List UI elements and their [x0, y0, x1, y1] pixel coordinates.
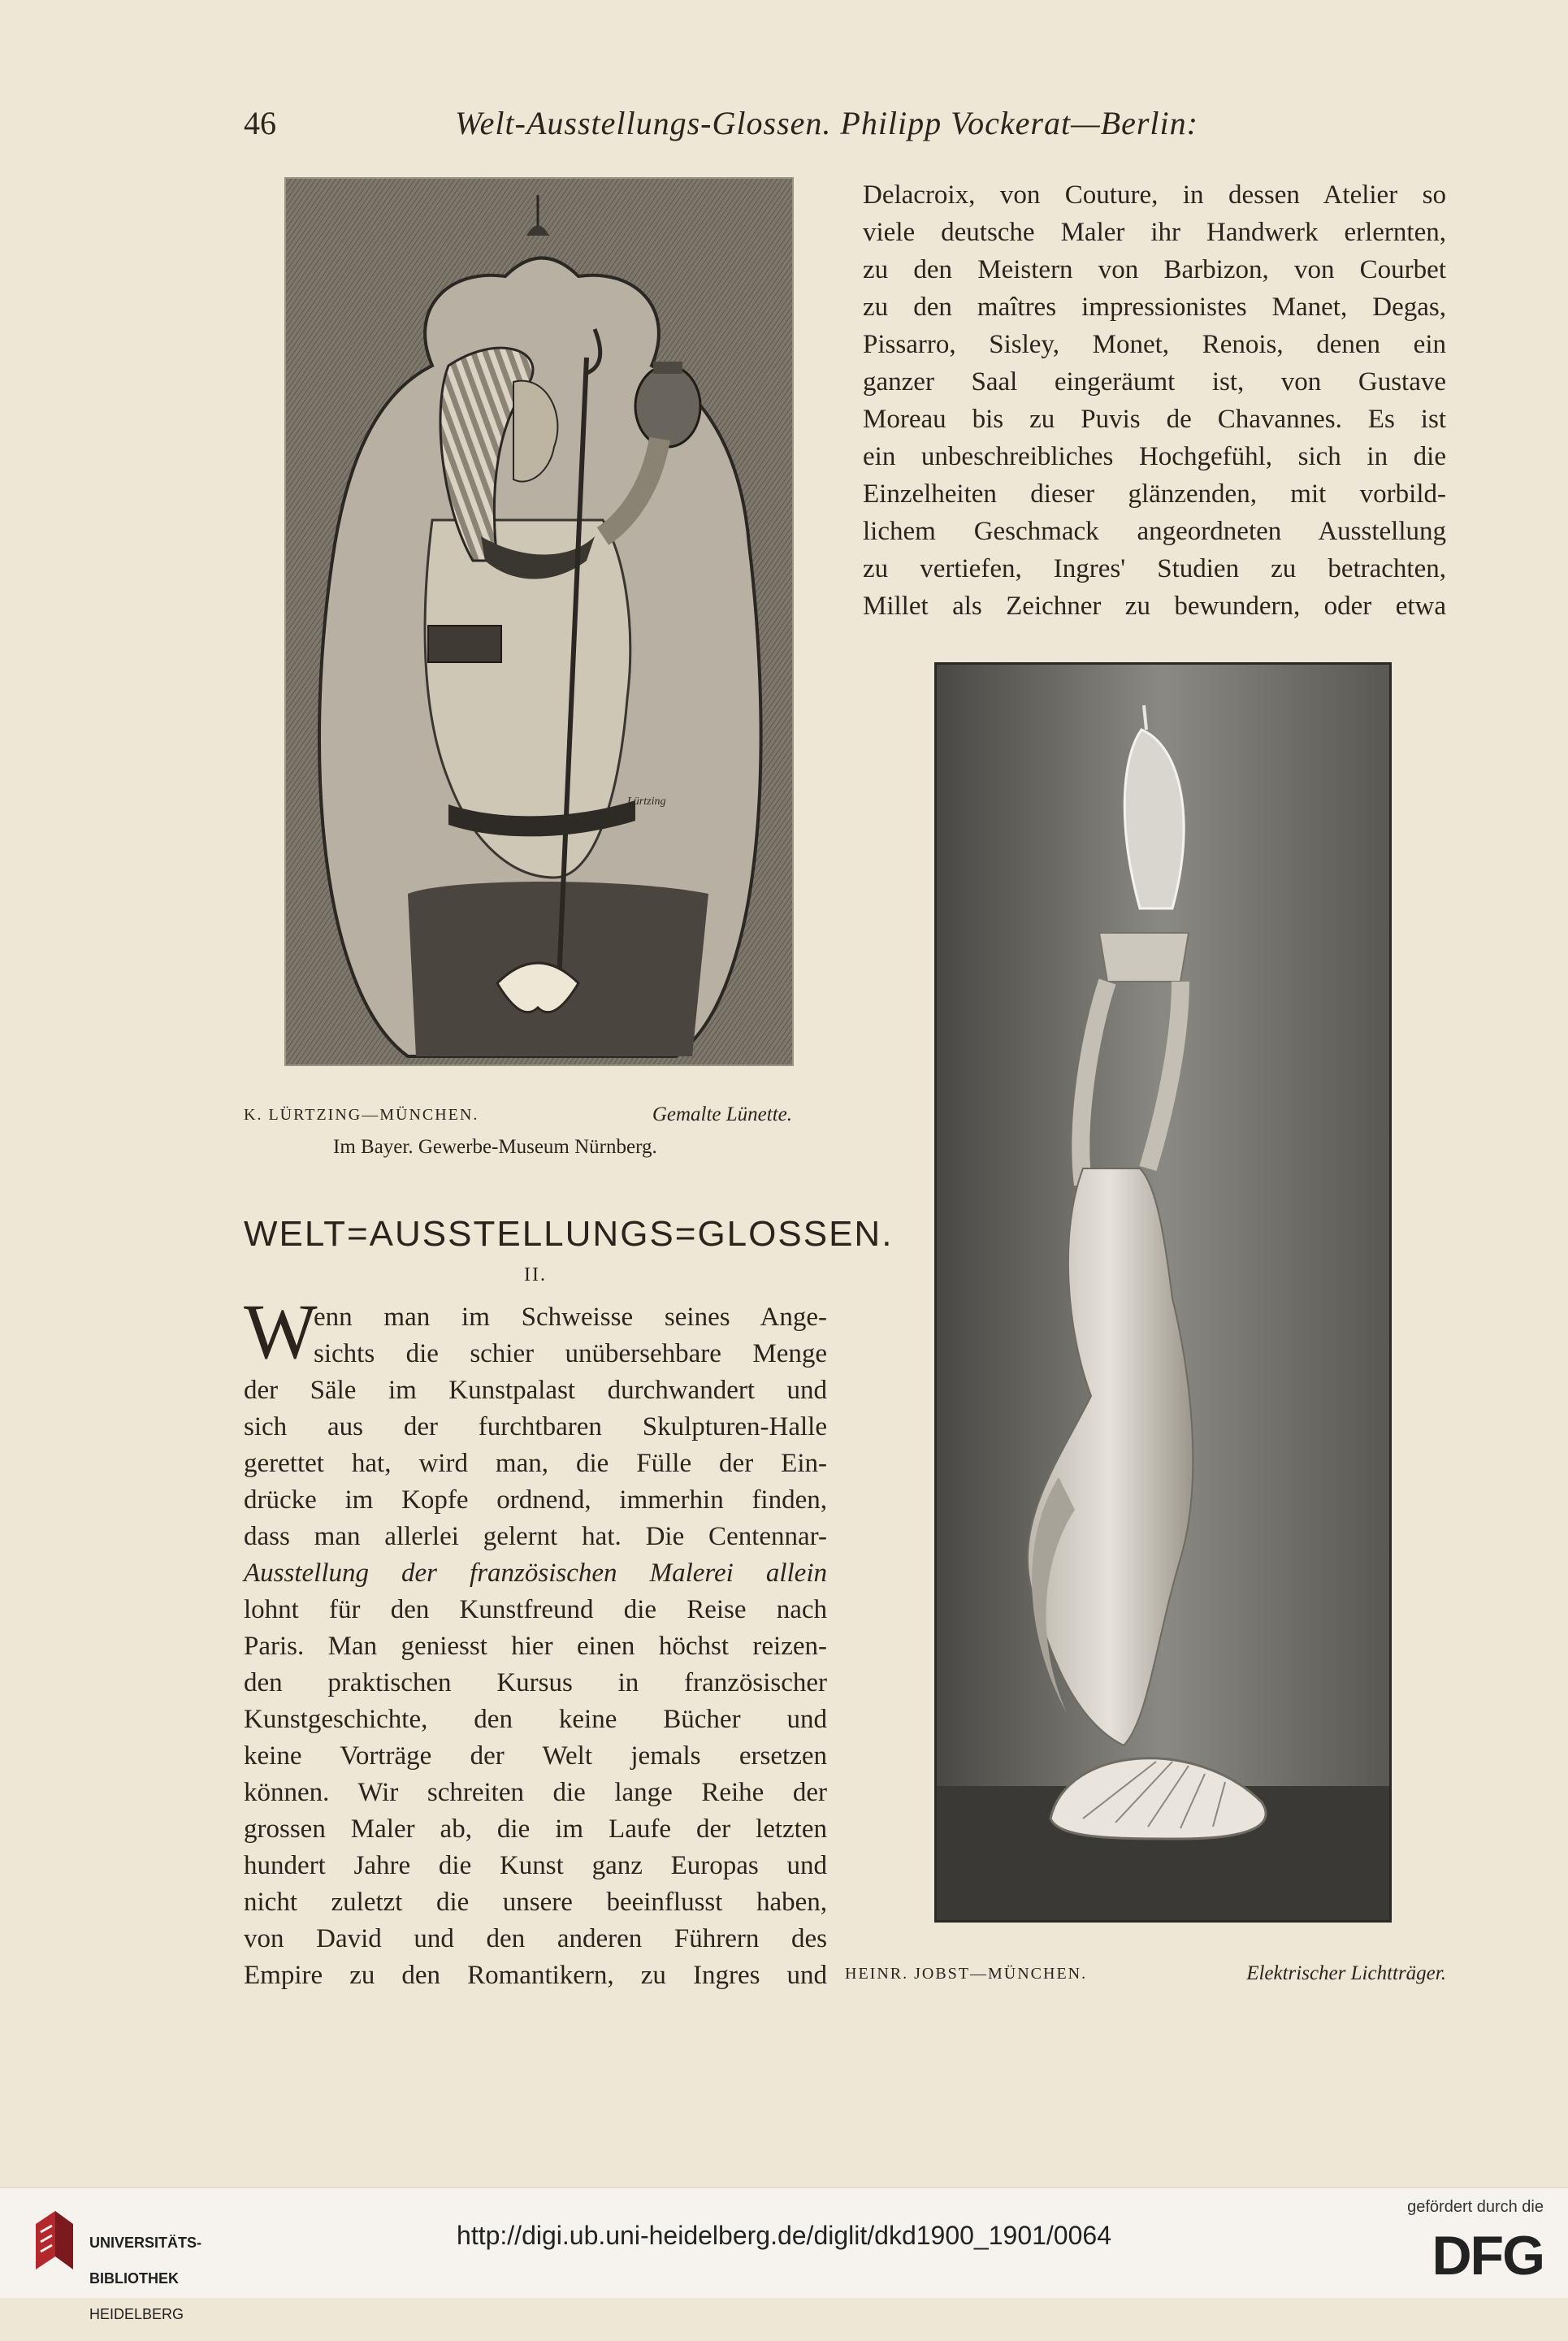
text-line: sich aus der furchtbaren Skulpturen-Halle — [244, 1412, 827, 1441]
text-line: Empire zu den Romantikern, zu Ingres und — [244, 1961, 827, 1990]
permalink-url[interactable]: http://digi.ub.uni-heidelberg.de/diglit/dkd1900_1901/0064 — [457, 2221, 1111, 2250]
running-title: Welt-Ausstellungs-Glossen. Philipp Vockerat—Berlin: — [455, 105, 1198, 141]
digitization-footer — [0, 2187, 1568, 2322]
text-line: den praktischen Kursus in französischer — [244, 1668, 827, 1697]
text-line: zu den Meistern von Barbizon, von Courbet — [863, 255, 1446, 284]
lunette-artwork — [286, 179, 792, 1064]
text-line: hundert Jahre die Kunst ganz Europas und — [244, 1851, 827, 1880]
text-line: zu vertiefen, Ingres' Studien zu betrachten, — [863, 554, 1446, 583]
text-line: sichts die schier unübersehbare Menge — [314, 1339, 827, 1368]
text-line: Moreau bis zu Puvis de Chavannes. Es ist — [863, 405, 1446, 434]
text-line: ganzer Saal eingeräumt ist, von Gustave — [863, 367, 1446, 397]
text-line: drücke im Kopfe ordnend, immerhin finden, — [244, 1485, 827, 1515]
figure1-artist: K. LÜRTZING—MÜNCHEN. — [244, 1106, 479, 1124]
running-header — [244, 104, 1462, 153]
text-line: Ausstellung der französischen Malerei allein — [244, 1558, 827, 1588]
text-line: dass man allerlei gelernt hat. Die Centennar- — [244, 1522, 827, 1551]
text-line: gerettet hat, wird man, die Fülle der Ein- — [244, 1449, 827, 1478]
text-line: können. Wir schreiten die lange Reihe der — [244, 1778, 827, 1807]
article-part-number: II. — [524, 1264, 547, 1285]
text-line: nicht zuletzt die unsere beeinflusst haben, — [244, 1888, 827, 1917]
text-line: Pissarro, Sisley, Monet, Renois, denen ein — [863, 330, 1446, 359]
text-line: zu den maîtres impressionistes Manet, Degas, — [863, 293, 1446, 322]
figure1-title: Gemalte Lünette. — [652, 1103, 792, 1125]
text-line: enn man im Schweisse seines Ange- — [314, 1303, 827, 1332]
article-heading: WELT=AUSSTELLUNGS=GLOSSEN. — [244, 1214, 894, 1254]
text-line: lichem Geschmack angeordneten Ausstellung — [863, 517, 1446, 546]
library-name-line1: UNIVERSITÄTS- — [89, 2235, 202, 2251]
lamp-sculpture-artwork — [937, 665, 1389, 1920]
text-line: Delacroix, von Couture, in dessen Atelier so — [863, 180, 1446, 210]
lamp-sculpture-photo — [934, 662, 1392, 1923]
text-line: Kunstgeschichte, den keine Bücher und — [244, 1705, 827, 1734]
text-line: Paris. Man geniesst hier einen höchst reizen- — [244, 1632, 827, 1661]
figure2-title: Elektrischer Lichtträger. — [1246, 1962, 1446, 1984]
text-line: grossen Maler ab, die im Laufe der letzten — [244, 1814, 827, 1844]
drop-cap: W — [244, 1288, 318, 1375]
text-line: ein unbeschreibliches Hochgefühl, sich in die — [863, 442, 1446, 471]
text-line: lohnt für den Kunstfreund die Reise nach — [244, 1595, 827, 1624]
figure2-artist: HEINR. JOBST—MÜNCHEN. — [845, 1965, 1088, 1983]
lunette-illustration — [284, 177, 794, 1066]
figure2-caption — [845, 1962, 1446, 1984]
text-line: der Säle im Kunstpalast durchwandert und — [244, 1376, 827, 1405]
text-line: von David und den anderen Führern des — [244, 1924, 827, 1953]
text-line: viele deutsche Maler ihr Handwerk erlernten, — [863, 218, 1446, 247]
library-name-line2: BIBLIOTHEK — [89, 2270, 179, 2287]
text-line: Einzelheiten dieser glänzenden, mit vorbild- — [863, 479, 1446, 509]
text-line: Millet als Zeichner zu bewundern, oder etwa — [863, 592, 1446, 621]
artist-signature: Lürtzing — [627, 796, 666, 808]
funding-note: gefördert durch die — [1407, 2198, 1544, 2216]
figure1-location: Im Bayer. Gewerbe-Museum Nürnberg. — [333, 1136, 657, 1158]
dfg-logo: DFG — [1432, 2225, 1544, 2287]
figure1-caption — [244, 1103, 792, 1125]
library-name-line3: HEIDELBERG — [89, 2306, 184, 2322]
text-line: keine Vorträge der Welt jemals ersetzen — [244, 1741, 827, 1771]
page-number: 46 — [244, 105, 276, 141]
